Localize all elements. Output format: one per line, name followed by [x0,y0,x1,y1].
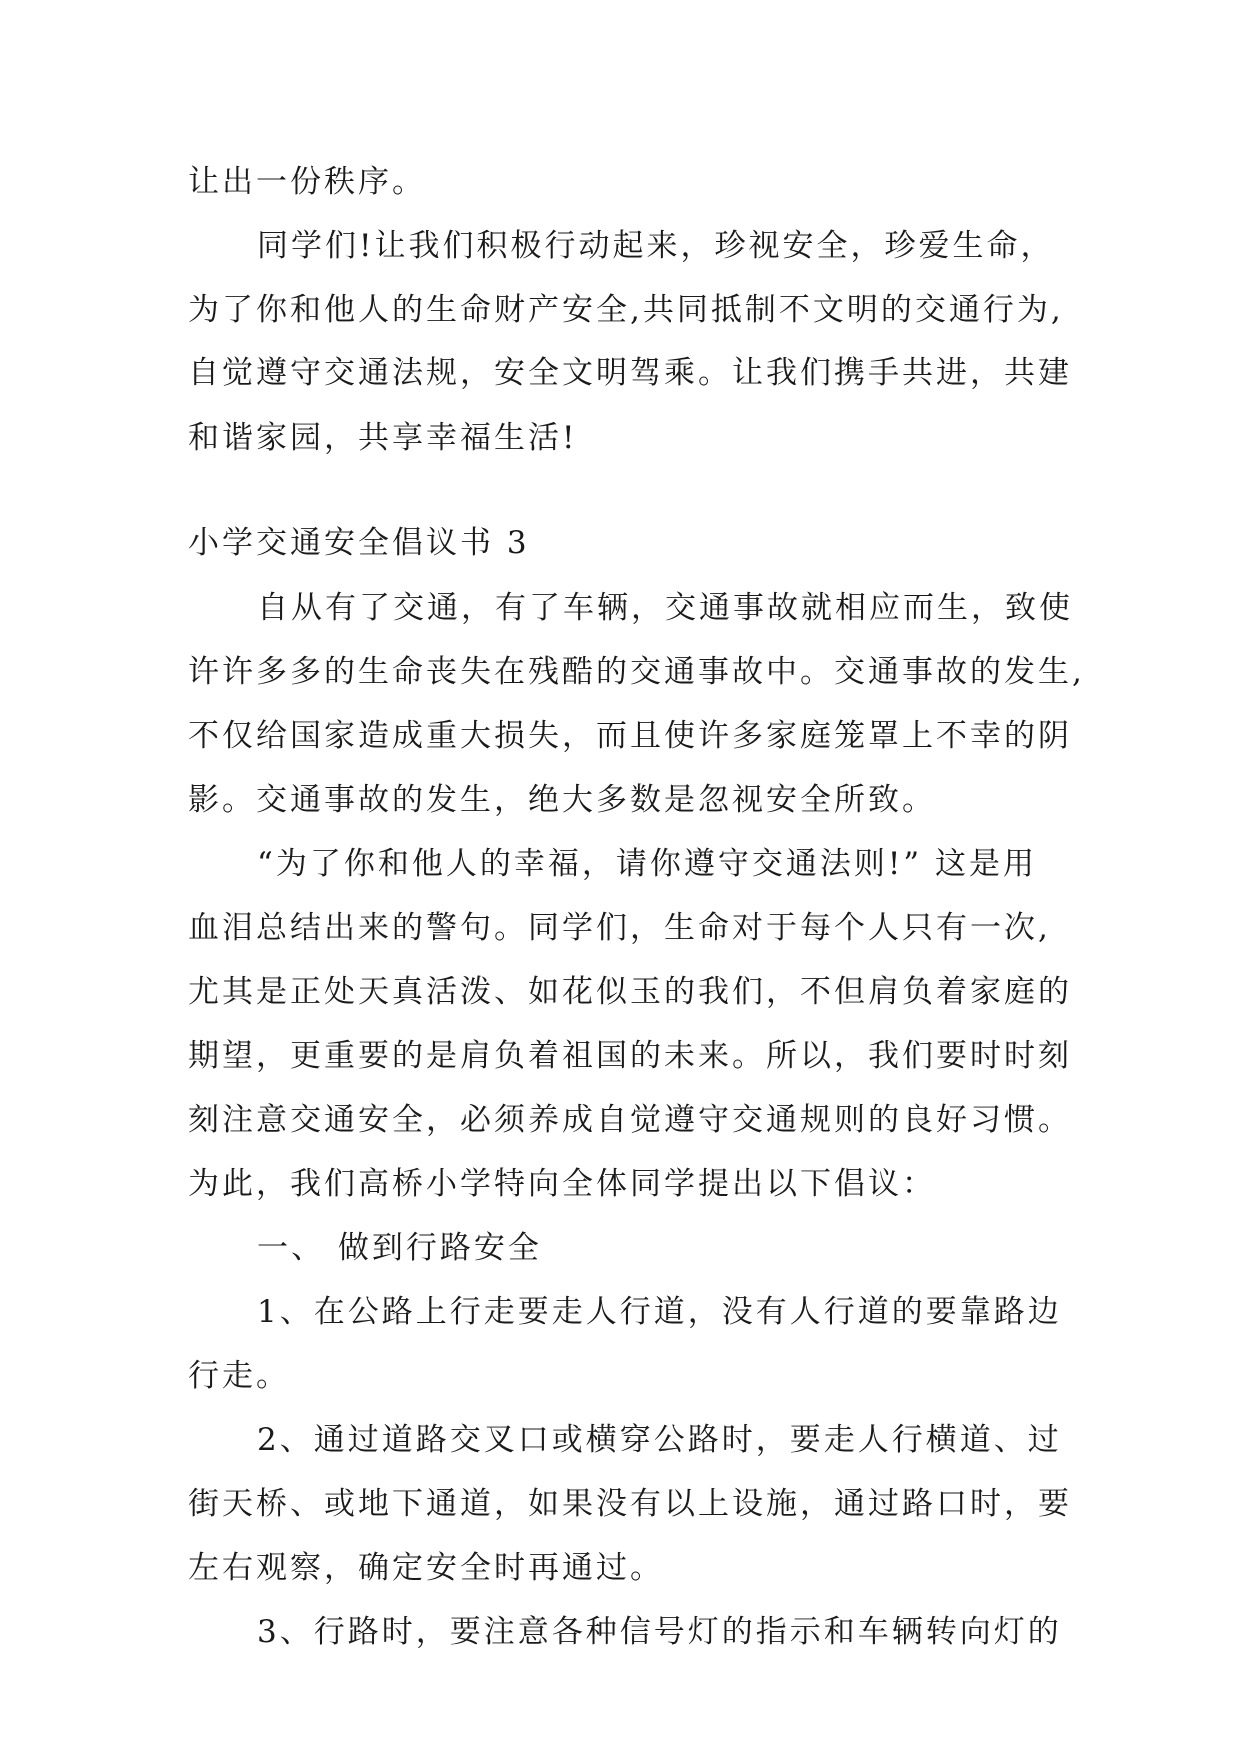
text-line: 许许多多的生命丧失在残酷的交通事故中。交通事故的发生, [188,654,1085,690]
text-line: 左右观察，确定安全时再通过。 [188,1550,664,1586]
text-line: 为了你和他人的生命财产安全,共同抵制不文明的交通行为, [188,292,1064,328]
text-line: 让出一份秩序。 [188,164,426,200]
list-item: 2、通过道路交叉口或横穿公路时，要走人行横道、过 [257,1422,1062,1458]
text-line: 行走。 [188,1358,290,1394]
paragraph-start: 同学们!让我们积极行动起来，珍视安全，珍爱生命， [257,228,1055,264]
text-line: 血泪总结出来的警句。同学们，生命对于每个人只有一次, [188,910,1051,946]
text-line: 刻注意交通安全，必须养成自觉遵守交通规则的良好习惯。 [188,1102,1072,1138]
list-heading: 一、 做到行路安全 [257,1230,542,1266]
text-line: 为此，我们高桥小学特向全体同学提出以下倡议： [188,1166,936,1202]
paragraph-start: 自从有了交通，有了车辆，交通事故就相应而生，致使 [257,590,1073,626]
text-line: 尤其是正处天真活泼、如花似玉的我们，不但肩负着家庭的 [188,974,1072,1010]
text-line: 自觉遵守交通法规，安全文明驾乘。让我们携手共进，共建 [188,355,1072,391]
text-line: 和谐家园，共享幸福生活! [188,420,578,456]
list-item: 3、行路时，要注意各种信号灯的指示和车辆转向灯的 [257,1614,1062,1650]
text-line: 街天桥、或地下通道，如果没有以上设施，通过路口时，要 [188,1486,1072,1522]
section-title: 小学交通安全倡议书 3 [188,525,530,561]
paragraph-start: “为了你和他人的幸福，请你遵守交通法则!” 这是用 [257,846,1038,882]
text-line: 不仅给国家造成重大损失，而且使许多家庭笼罩上不幸的阴 [188,718,1072,754]
text-line: 影。交通事故的发生，绝大多数是忽视安全所致。 [188,782,936,818]
text-line: 期望，更重要的是肩负着祖国的未来。所以，我们要时时刻 [188,1038,1072,1074]
list-item: 1、在公路上行走要走人行道，没有人行道的要靠路边 [257,1294,1062,1330]
